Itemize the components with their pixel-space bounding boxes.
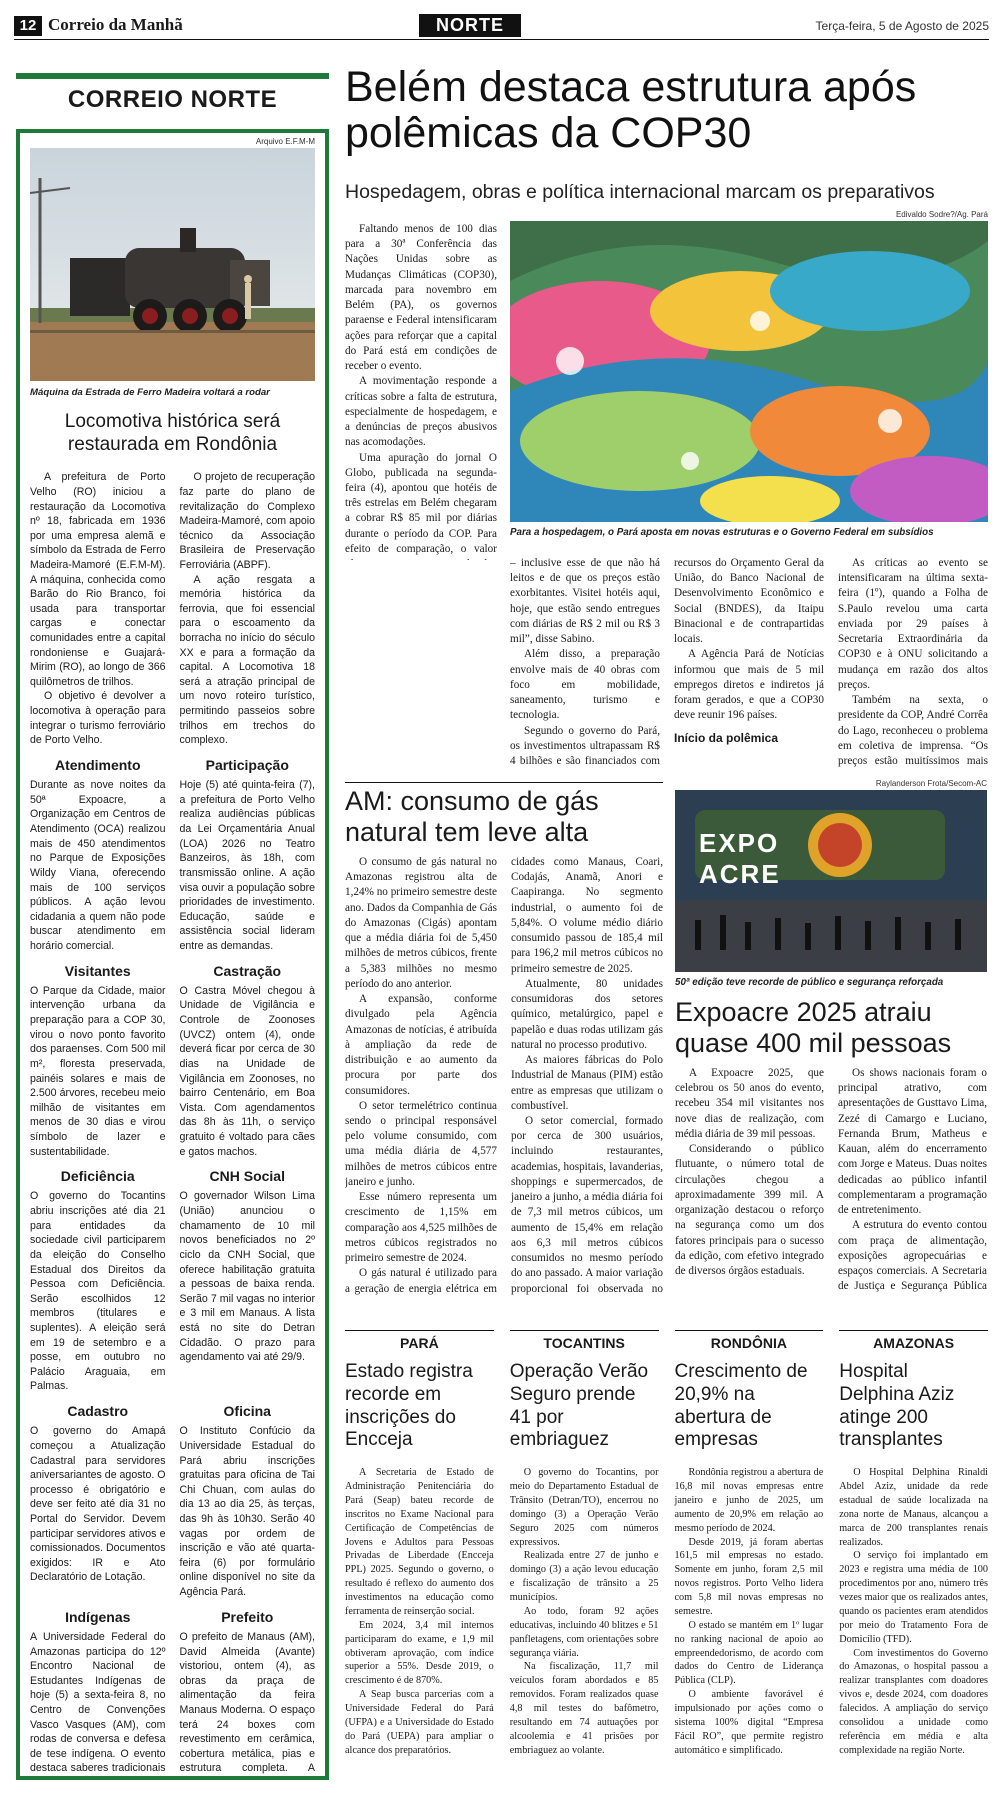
brief-body [839,1466,988,1757]
subhead-inicio: Início da polêmica [674,730,779,745]
note-item [30,748,166,954]
brief-paragraph: A Seap busca parcerias com a Universidade Federal do Pará (UFPA) e a Universidade do Estado do Pará (UEPA) para ampliar o alcance dos preparatórios. [345,1689,494,1756]
sidebar-intro-paragraph: A ação resgata a memória histórica da ferrovia, que foi essencial para o escoamento da borracha no início do século XX e para a formação da capital. A Locomotiva 18 será a atração principal de um novo roteiro turístico, permitindo passeios sobre trilhos em trechos do complexo. [179,573,315,747]
brief-topic: AMAZONAS [839,1330,988,1351]
briefs-row [345,1330,988,1782]
note-text: O Castra Móvel chegou à Unidade de Vigilância e Controle de Zoonoses (UVCZ) ontem (4), onde deverá ficar por cerca de 30 dias na Unidade de Vigilância em Zoonoses, no bairro Centenário, em Boa Vista. Com agendamentos das 8h às 11h, o serviço gratuito é voltado para cães e gatos machos. [179,984,315,1158]
main-col1 [345,222,497,560]
page-number: 12 [14,16,42,36]
note-text: O Instituto Confúcio da Universidade Estadual do Pará abriu inscrições gratuitas para oficina de Tai Chi Chuan, com aulas do dia 13 ao dia 25, às terças, das 9h às 10h30. Serão 40 vagas por ordem de inscrição e vão até quarta-feira (6) por formulário online disponível no site da Agência Pará. [179,1425,315,1599]
brief-tocantins [510,1330,659,1782]
gas-paragraph: O consumo de gás natural no Amazonas registrou alta de 1,24% no primeiro semestre deste ano. Dados da Companhia de Gás do Amazonas (Cigás) apontam que a média diária foi de 5,450 milhões de metros cúbicos, frente a 5,383 milhões no mesmo período do ano anterior. [345,856,497,990]
brief-body [345,1466,494,1757]
note-text: Durante as nove noites da 50ª Expoacre, a Organização em Centros de Atendimento (OCA) realizou mais de 450 atendimentos no Parque de Exposições Wildy Viana, oferecendo mais de 100 serviços públicos. A ação levou cidadania a quem não pode buscar atendimento em horário comercial. [30,779,166,952]
main-paragraph: A movimentação responde a críticas sobre a falta de estrutura, especialmente de hospedagem, e a denúncias de preços abusivos nas acomodações. [345,375,497,449]
note-item [30,1159,166,1394]
gas-paragraph: O setor termelétrico continua sendo o principal responsável pelo volume consumido, com uma média diária de 4,577 milhões de metros cúbicos entre janeiro e junho. [345,1099,497,1188]
main-paragraph: Além disso, a preparação envolve mais de 40 obras com foco em mobilidade, saneamento, turismo e tecnologia. [510,648,660,722]
sidebar-intro-paragraph: O objetivo é devolver a locomotiva à operação para integrar o turismo ferroviário de Porto Velho. [30,690,166,747]
issue-date: Terça-feira, 5 de Agosto de 2025 [815,19,989,33]
main-cols-rest [510,556,988,771]
note-title: Atendimento [54,756,141,773]
brief-paragraph: A Secretaria de Estado de Administração Penitenciária do Pará (Seap) bateu recorde de inscritos no Exame Nacional para Certificação de Competências de Jovens e Adultos para Pessoas Privadas de Liberdade (Encceja PPL) 2025. Segundo o governo, o resultado é reflexo do aumento dos investimentos na educação como ferramenta de reinserção social. [345,1467,494,1617]
gas-paragraph: Atualmente, 80 unidades consumidoras dos setores químico, metalúrgico, papel e papelão e duas rodas utilizam gás natural no processo produtivo. [511,977,663,1051]
brief-topic: PARÁ [345,1330,494,1351]
brief-topic: RONDÔNIA [675,1330,824,1351]
main-paragraph: A Agência Pará de Notícias informou que mais de 5 mil empregos diretos e indiretos já foram gerados, e que a COP30 deve reunir 196 países. [674,648,824,722]
sidebar-photo-credit: Arquivo E.F.M-M [255,137,315,146]
expo-headline: Expoacre 2025 atraiu quase 400 mil pessoas [675,997,952,1059]
expo-photo-sign: EXPO ACRE [699,828,781,889]
brief-title: Operação Verão Seguro prende 41 por embriaguez [509,1361,649,1451]
brief-paragraph: Realizada entre 27 de junho e domingo (3) a ação levou educação e fiscalização de trânsito a 25 municípios. [509,1550,659,1604]
note-title: Visitantes [64,962,131,979]
expo-paragraph: A Expoacre 2025, que celebrou os 50 anos do evento, recebeu 354 mil visitantes nos nove dias de realização, com média diária de 39 mil pessoas. [675,1067,824,1140]
brief-paragraph: Em 2024, 3,4 mil internos participaram do exame, e 1,9 mil obtiveram aprovação, com índice superior a 55%. Desde 2019, o crescimento é de 870%. [345,1619,494,1687]
brief-paragraph: O governo do Tocantins, por meio do Departamento Estadual de Trânsito (Detran/TO), encerrou no domingo (3) a Operação Verão Seguro 2025 com números expressivos. [509,1467,659,1548]
main-paragraph: Segundo o governo do Pará, os investimentos ultrapassam R$ 4 bilhões e são financiados com recursos do Orçamento Geral da União, do Banco Nacional de Desenvolvimento Econômico e Social (BNDES), da Itaipu Binacional e de contrapartidas locais. [510,557,824,768]
note-title: Participação [205,756,289,773]
gas-divider [345,782,663,783]
note-title: Indígenas [65,1608,131,1625]
note-item [180,748,316,954]
gas-headline: AM: consumo de gás natural tem leve alta [345,786,599,848]
main-paragraph: As críticas ao evento se intensificaram na última sexta-feira (1º), quando a Folha de S.Paulo revelou uma carta enviada por 29 países à Secretaria Extraordinária da COP30 e à ONU solicitando a mudança em razão dos altos preços. [838,557,988,691]
brief-amazonas [839,1330,988,1782]
page-header [14,14,989,40]
brief-paragraph: Rondônia registrou a abertura de 16,8 mil novas empresas entre janeiro e junho de 2025, um aumento de 20,9% em relação ao mesmo período de 2024. [674,1467,824,1534]
note-text: O governador Wilson Lima (União) anunciou o chamamento de 10 mil novos beneficiados no 2º ciclo da CNH Social, que oferece habilitação gratuita a pessoas de baixa renda. Serão 7 mil vagas no interior e 3 mil em Manaus. A lista está no site do Detran Cidadão. O prazo para agendamento vai até 29/9. [179,1190,315,1364]
sidebar-title: CORREIO NORTE [67,86,278,113]
note-item [180,954,316,1160]
note-text: Hoje (5) até quinta-feira (7), a prefeitura de Porto Velho realiza audiências públicas da Lei Orçamentária Anual (LOA) 2026 no Teatro Banzeiros, às 18h, com transmissão online. A ação visa ouvir a população sobre prioridades de investimento. Educação, saúde e assistência social lideram entre as demandas. [179,779,315,952]
expo-photo-credit: Raylanderson Frota/Secom-AC [875,779,987,788]
note-text: O governo do Amapá começou a Atualização Cadastral para servidores aniversariantes de agosto. O processo é obrigatório e deve ser feito até dia 31 no Portal do Servidor. Devem participar servidores ativos e comissionados. Documentos exigidos: IR e Ato Declaratório de Lotação. [30,1425,166,1584]
main-paragraph: Uma apuração do jornal O Globo, publicada na segunda-feira (4), apontou que hotéis de três estrelas em Belém chegaram a cobrar R$ 85 mil por diárias durante o período da COP. Para efeito de comparação, o valor [345,451,497,555]
note-text: O Parque da Cidade, maior intervenção urbana da preparação para a COP 30, virou o novo ponto favorito dos paraenses. Com 500 mil m², floresta preservada, painéis solares e mais de 2.500 árvores, recebeu meio milhão de visitantes em menos de 30 dias e virou símbolo de lazer e sustentabilidade. [30,984,166,1158]
expo-paragraph: A estrutura do evento contou com praça de alimentação, exposições agropecuárias e espaços comerciais. A Secretaria de Justiça e Segurança Pública [838,1219,987,1293]
note-item [180,1394,316,1600]
main-subheadline: Hospedagem, obras e política internacional marcam os preparativos [345,181,935,203]
note-title: Deficiência [60,1168,135,1185]
sidebar-photo-caption: Máquina da Estrada de Ferro Madeira voltará a rodar [30,387,270,398]
main-paragraph: Também na sexta, o presidente da COP, André Corrêa do Lago, reconheceu o problema em coletiva de imprensa. “Os preços estão muitíssimos mais [838,694,988,768]
brief-title: Hospital Delphina Aziz atinge 200 transplantes [839,1361,955,1451]
section-label: NORTE [419,14,521,37]
sidebar-headline: Locomotiva histórica será restaurada em Rondônia [64,411,281,456]
gas-paragraph: O gás natural é utilizado para a geração de energia elétrica em cidades como Manaus, Coari, Codajás, Anamã, Anori e Caapiranga. No segmento industrial, o aumento foi de 5,84%. O volume médio diário consumido passou de 185,4 mil para 196,2 mil metros cúbicos no primeiro semestre de 2025. [345,856,663,1295]
main-paragraph: Faltando menos de 100 dias para a 30ª Conferência das Nações Unidas sobre as Mudanças Climáticas (COP30), marcada para novembro em Belém (PA), os governos paraense e Federal intensificaram ações para reforçar que a capital do Pará está em condições de receber o evento. [345,223,497,373]
brief-paragraph: Ao todo, foram 92 ações educativas, incluindo 40 blitzes e 51 panfletagens, com orientações sobre segurança viária. [509,1605,659,1659]
note-title: Castração [213,962,282,979]
expo-body [675,1066,987,1309]
note-title: Cadastro [67,1403,129,1420]
sidebar-box [16,129,329,1780]
main-photo-credit: Edivaldo Sodre?/Ag. Pará [895,210,988,219]
note-item [30,1600,166,1780]
cop30-park-photo [510,221,988,522]
sidebar-top-bar [16,73,329,79]
note-item [180,1159,316,1394]
brief-body [510,1466,659,1757]
note-text: O governo do Tocantins abriu inscrições até dia 21 para entidades da sociedade civil participarem da eleição do Conselho Estadual dos Direitos da Pessoa com Deficiência. Serão escolhidos 12 membros (titulares e suplentes). A eleição será em 19 de setembro e a posse, em outubro no Palácio Araguaia, em Palmas. [30,1190,166,1393]
main-photo-caption: Para a hospedagem, o Pará aposta em novas estruturas e o Governo Federal em subsídios [510,527,934,538]
brief-title: Crescimento de 20,9% na abertura de empresas [674,1361,808,1451]
expo-paragraph: Considerando o público flutuante, o número total de circulações chegou a aproximadamente 399 mil. A organização destacou o reforço na segurança como um dos fatores principais para o sucesso da edição, com efetivo integrado de diversos órgãos estaduais. [675,1143,824,1278]
gas-paragraph: As maiores fábricas do Polo Industrial de Manaus (PIM) estão entre as empresas que utilizam o combustível. [511,1054,663,1112]
brief-paragraph: Com investimentos do Governo do Amazonas, o hospital passou a realizar transplantes com doadores vivos e, desde 2024, com doadores falecidos. A ampliação do serviço consolidou a unidade como referência em média e alta complexidade na região Norte. [839,1647,988,1756]
brief-title: Estado registra recorde em inscrições do Encceja [345,1361,473,1451]
newspaper-name: Correio da Manhã [48,15,183,34]
note-title: Prefeito [221,1608,274,1625]
brief-body [675,1466,824,1757]
gas-paragraph: O setor comercial, formado por cerca de 300 usuários, incluindo restaurantes, academias, hospitais, lavanderias, shoppings e supermercados, de janeiro a junho, a média diária foi de 7,3 mil metros cúbicos, um aumento de 15,4% em relação aos 6,3 mil metros cúbicos consumidos no mesmo período do ano passado. A maior variação proporcional foi observada no [511,1114,663,1295]
brief-para [345,1330,494,1782]
note-title: Oficina [223,1403,271,1420]
gas-paragraph: A expansão, conforme divulgado pela Agência Amazonas de notícias, é atribuída à ampliação da rede de distribuição e ao aumento da procura por parte dos consumidores. [345,993,497,1097]
main-headline: Belém destaca estrutura após polêmicas da COP30 [345,63,917,158]
brief-topic: TOCANTINS [510,1330,659,1351]
note-item [180,1600,316,1780]
brief-paragraph: O ambiente favorável é impulsionado por ações como o sistema 100% digital “Empresa Fácil RO”, que permite registro automático e simplificado. [674,1689,824,1756]
expo-paragraph: Os shows nacionais foram o principal atrativo, com apresentações de Gusttavo Lima, Zezé di Camargo e Luciano, Fernanda Brum, Matheus e Kauan, além do encerramento com Jorge e Mateus. Duas noites dedicadas ao público infantil complementaram a programação de entretenimento. [838,1067,987,1217]
note-item [30,954,166,1160]
brief-paragraph: O serviço foi implantado em 2023 e registra uma média de 100 procedimentos por ano, número três vezes maior que os realizados antes, quando os pacientes eram atendidos por meio do Tratamento Fora de Domicílio (TFD). [839,1550,988,1645]
brief-paragraph: Desde 2019, já foram abertas 161,5 mil empresas no estado. Somente em junho, foram 2,5 mil novos registros. Porto Velho lidera com 5,8 mil novas empresas no semestre. [674,1536,824,1617]
brief-paragraph: O Hospital Delphina Rinaldi Abdel Aziz, unidade da rede estadual de saúde localizada na zona norte de Manaus, alcançou a marca de 200 transplantes renais realizados. [839,1467,988,1548]
main-paragraph: – inclusive esse de que não há leitos e de que os preços estão exorbitantes. Visitei hotéis aqui, hoje, que estão sendo entregues com diárias de R$ 2 mil ou R$ 3 mil”, disse Sabino. [510,557,660,646]
brief-paragraph: Na fiscalização, 11,7 mil veículos foram abordados e 85 removidos. Foram realizados quase 4,8 mil testes do bafômetro, resultando em 74 autuações por alcoolemia e 41 prisões por embriaguez ao volante. [509,1661,659,1756]
note-item [30,1394,166,1600]
note-text: O prefeito de Manaus (AM), David Almeida (Avante) vistoriou, ontem (4), as obras da praça de alimentação da feira Manaus Moderna. O espaço terá 24 boxes com revestimento em cerâmica, cobertura metálica, pias e estrutura completa. A [179,1630,315,1775]
gas-body [345,855,663,1309]
expo-photo-caption: 50ª edição teve recorde de público e segurança reforçada [675,977,944,988]
locomotive-photo [30,148,315,381]
note-title: CNH Social [209,1168,285,1185]
sidebar-intro-paragraph: A prefeitura de Porto Velho (RO) iniciou a restauração da Locomotiva nº 18, fabricada em 1936 por uma empresa alemã e símbolo da Estrada de Ferro Madeira-Mamoré (E.F.M-M). A máquina, conhecida como Barão do Rio Branco, foi usada para transportar cargas e conectar comunidades entre a capital rondoniense e Guajará-Mirim (RO), ao longo de 366 quilômetros de trilhos. [30,471,166,688]
brief-paragraph: O estado se mantém em 1º lugar no ranking nacional de apoio ao empreendedorismo, de acordo com dados do Centro de Liderança Pública (CLP). [674,1619,824,1687]
sidebar-notes [30,748,315,1780]
sidebar-intro [30,470,315,748]
note-text: A Universidade Federal do Amazonas participa do 12º Encontro Nacional de Estudantes Indígenas de hoje (5) a sexta-feira 8, no Centro de Convenções Vasco Vasques (AM), com rodas de conversa e defesa de tese indígena. O evento destaca saberes tradicionais [30,1630,166,1775]
brief-rondonia [675,1330,824,1782]
sidebar-intro-paragraph: O projeto de recuperação faz parte do plano de revitalização do Complexo Madeira-Mamoré, com apoio técnico da Associação Brasileira de Preservação Ferroviária (ABPF). [179,471,315,571]
expoacre-photo [675,790,987,972]
gas-paragraph: Esse número representa um crescimento de 1,15% em comparação aos 4,525 milhões de metros cúbicos registrados no primeiro semestre de 2024. [345,1191,497,1265]
